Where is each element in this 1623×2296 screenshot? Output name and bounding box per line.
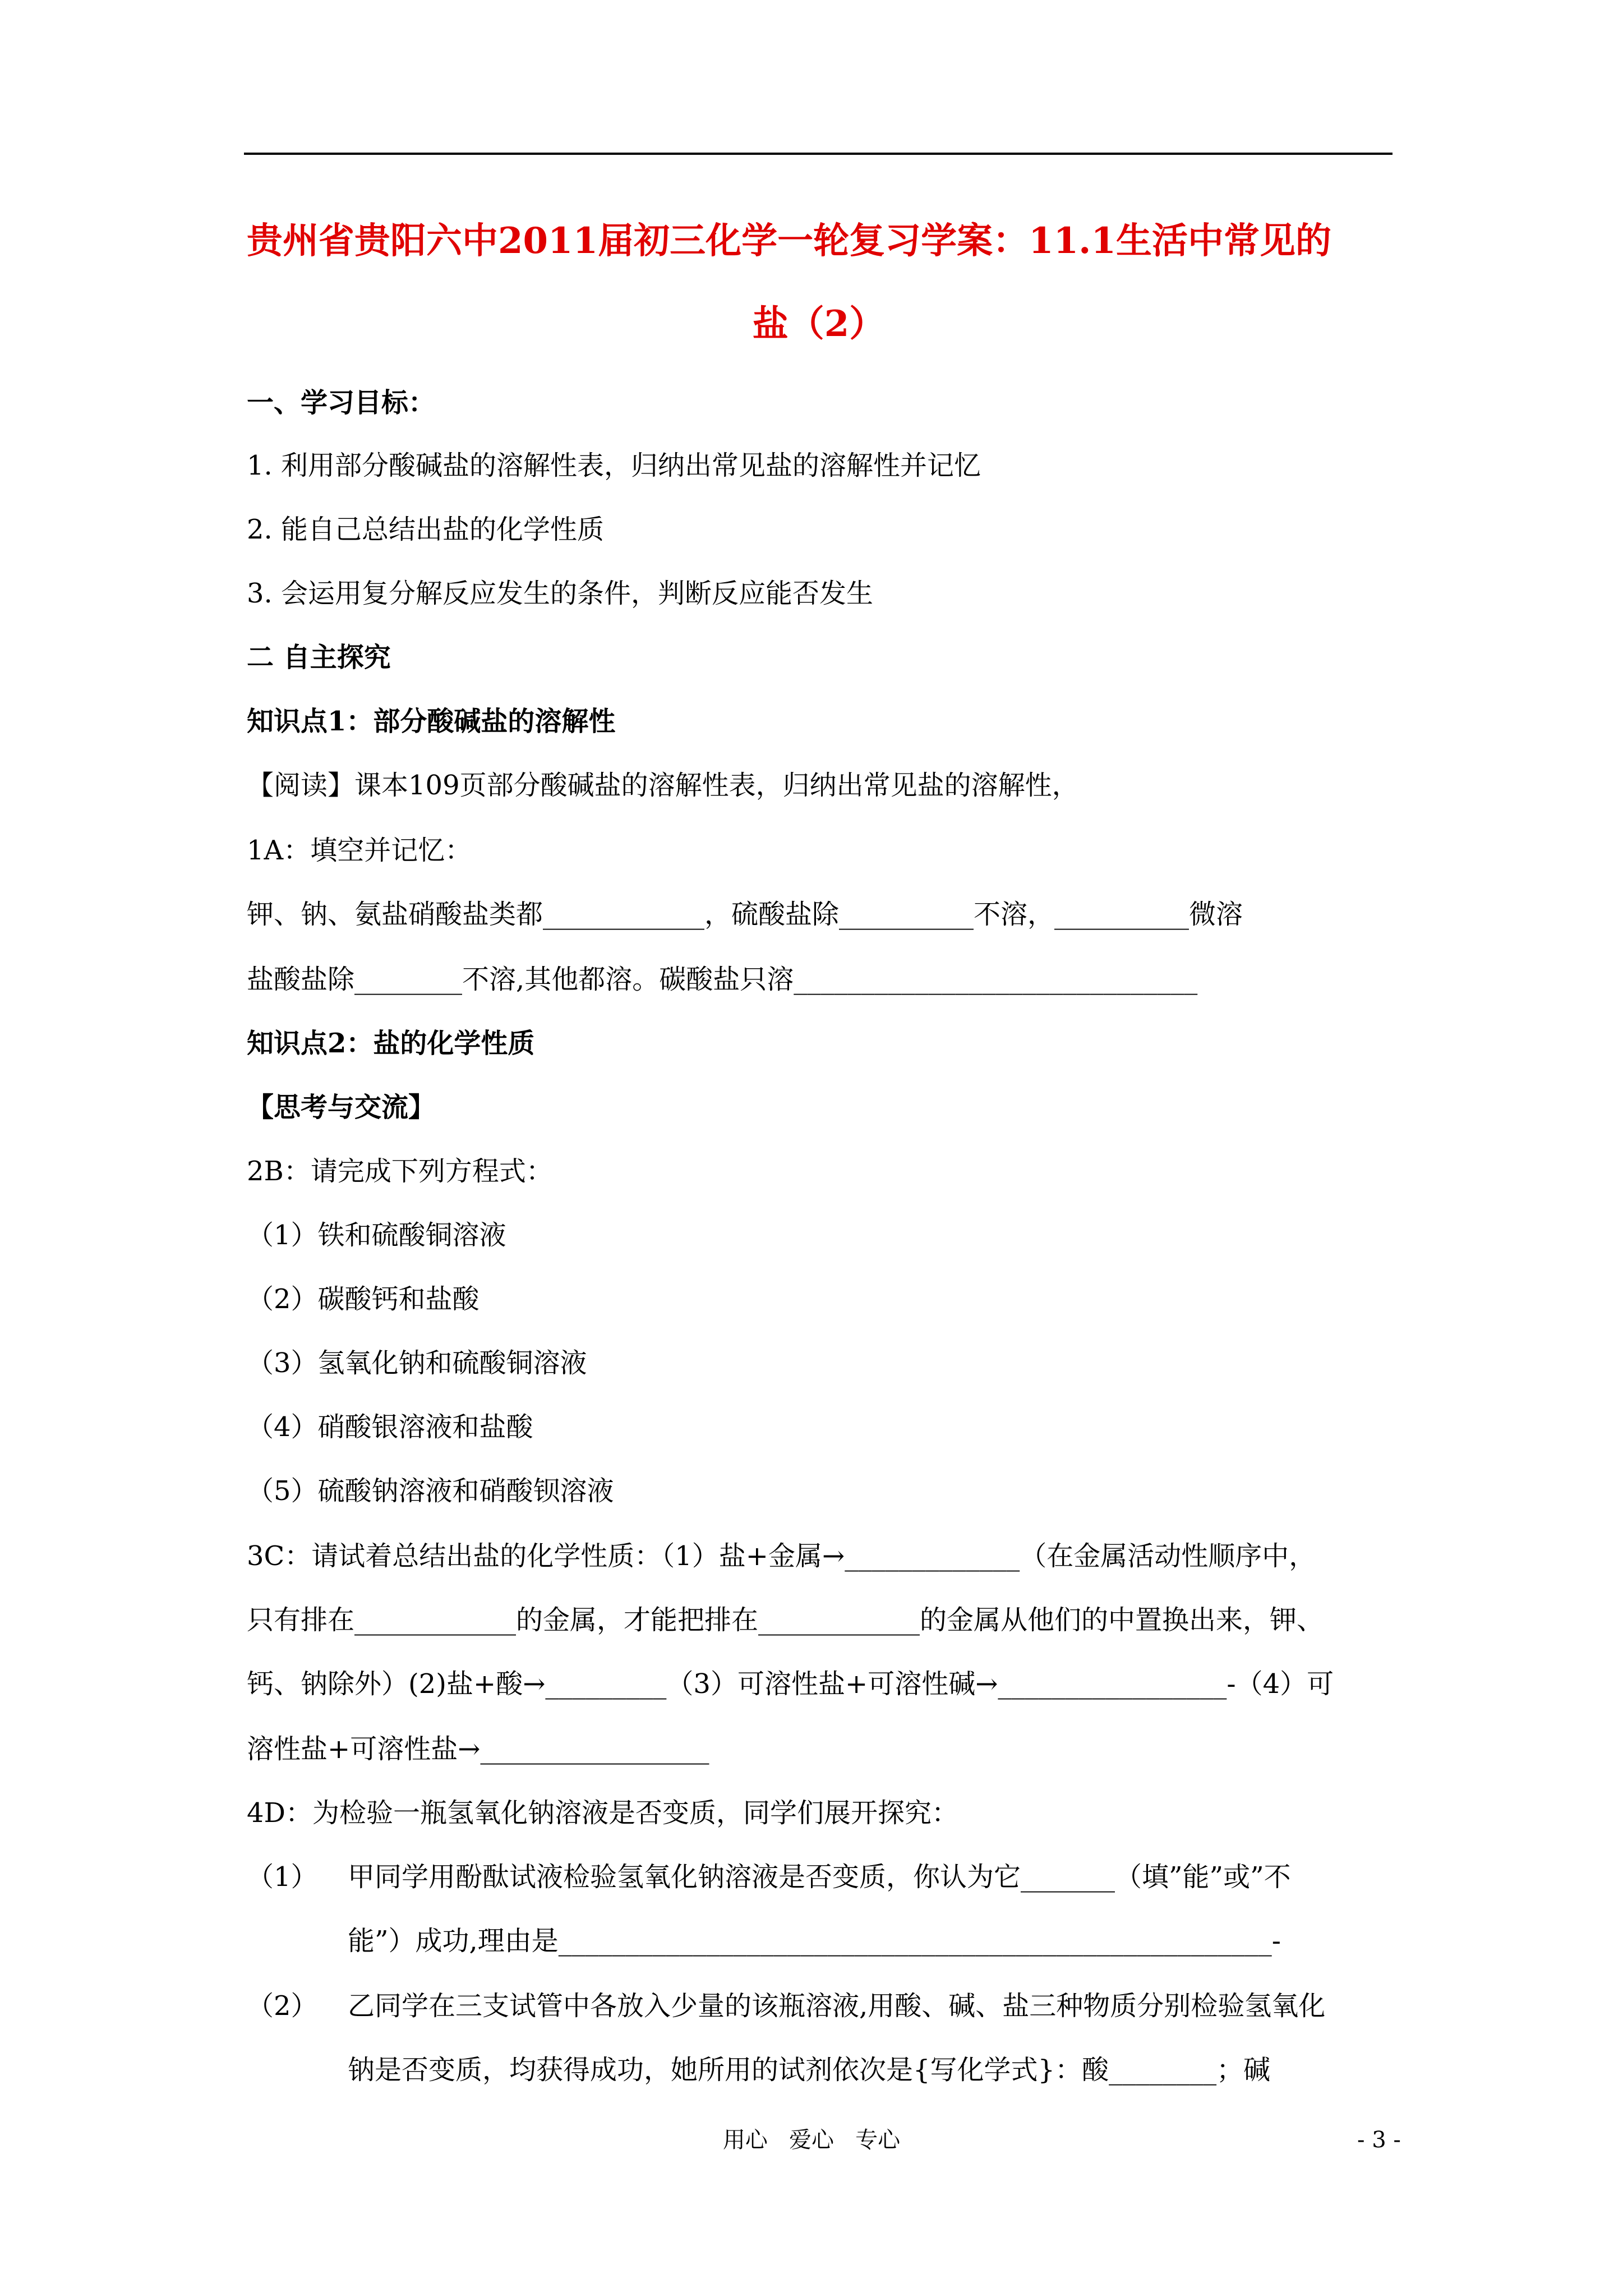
think-discuss-heading: 【思考与交流】: [247, 1092, 436, 1123]
question-2b: 2B：请完成下列方程式：: [247, 1156, 553, 1187]
question-4d: 4D：为检验一瓶氢氧化钠溶液是否变质，同学们展开探究：: [247, 1797, 959, 1829]
title-line-1: 贵州省贵阳六中2011届初三化学一轮复习学案：11.1生活中常见的: [247, 220, 1331, 262]
subquestion-1-number: （1）: [247, 1861, 318, 1893]
question-3c-line-1: 3C：请试着总结出盐的化学性质：（1）盐+金属→_____________（在金属活动性顺序中，: [247, 1540, 1316, 1572]
equation-5: （5）硫酸钠溶液和硝酸钡溶液: [247, 1475, 614, 1507]
equation-4: （4）硝酸银溶液和盐酸: [247, 1411, 533, 1443]
goal-2: 2. 能自己总结出盐的化学性质: [247, 514, 605, 545]
subquestion-2-line-2: 钠是否变质，均获得成功，她所用的试剂依次是{写化学式}：酸________；碱: [348, 2054, 1271, 2086]
fill-blank-line-1: 钾、钠、氨盐硝酸盐类都____________，硫酸盐除__________不溶，__________微溶: [247, 899, 1243, 930]
reading-instruction: 【阅读】课本109页部分酸碱盐的溶解性表，归纳出常见盐的溶解性，: [247, 770, 1079, 801]
footer-motto: 用心 爱心 专心: [722, 2127, 901, 2153]
equation-3: （3）氢氧化钠和硫酸铜溶液: [247, 1347, 587, 1379]
subquestion-2-line-1: 乙同学在三支试管中各放入少量的该瓶溶液,用酸、碱、盐三种物质分别检验氢氧化: [348, 1990, 1326, 2022]
equation-2: （2）碳酸钙和盐酸: [247, 1283, 479, 1315]
equation-1: （1）铁和硫酸铜溶液: [247, 1220, 506, 1251]
knowledge-point-1: 知识点1：部分酸碱盐的溶解性: [247, 706, 616, 737]
question-3c-line-4: 溶性盐+可溶性盐→_________________: [247, 1733, 709, 1765]
subquestion-2-number: （2）: [247, 1990, 318, 2022]
question-3c-line-3: 钙、钠除外）(2)盐+酸→_________（3）可溶性盐+可溶性碱→_________________-（4）可: [247, 1668, 1334, 1700]
section-heading-goals: 一、学习目标：: [247, 387, 436, 418]
header-rule: [244, 153, 1393, 155]
section-heading-explore: 二 自主探究: [247, 642, 391, 673]
goal-1: 1. 利用部分酸碱盐的溶解性表，归纳出常见盐的溶解性并记忆: [247, 450, 981, 481]
footer-page-number: - 3 -: [1357, 2127, 1401, 2153]
title-line-2: 盐（2）: [752, 303, 886, 345]
question-1a: 1A：填空并记忆：: [247, 835, 472, 866]
goal-3: 3. 会运用复分解反应发生的条件，判断反应能否发生: [247, 578, 874, 609]
question-3c-line-2: 只有排在____________的金属，才能把排在____________的金属从他们的中置换出来，钾、: [247, 1604, 1324, 1636]
fill-blank-line-2: 盐酸盐除________不溶,其他都溶。碳酸盐只溶______________________________: [247, 964, 1198, 995]
subquestion-1-line-2: 能”）成功,理由是_____________________________________________________-: [348, 1925, 1281, 1957]
knowledge-point-2: 知识点2：盐的化学性质: [247, 1028, 535, 1059]
subquestion-1-line-1: 甲同学用酚酞试液检验氢氧化钠溶液是否变质，你认为它_______（填”能”或”不: [348, 1861, 1291, 1893]
